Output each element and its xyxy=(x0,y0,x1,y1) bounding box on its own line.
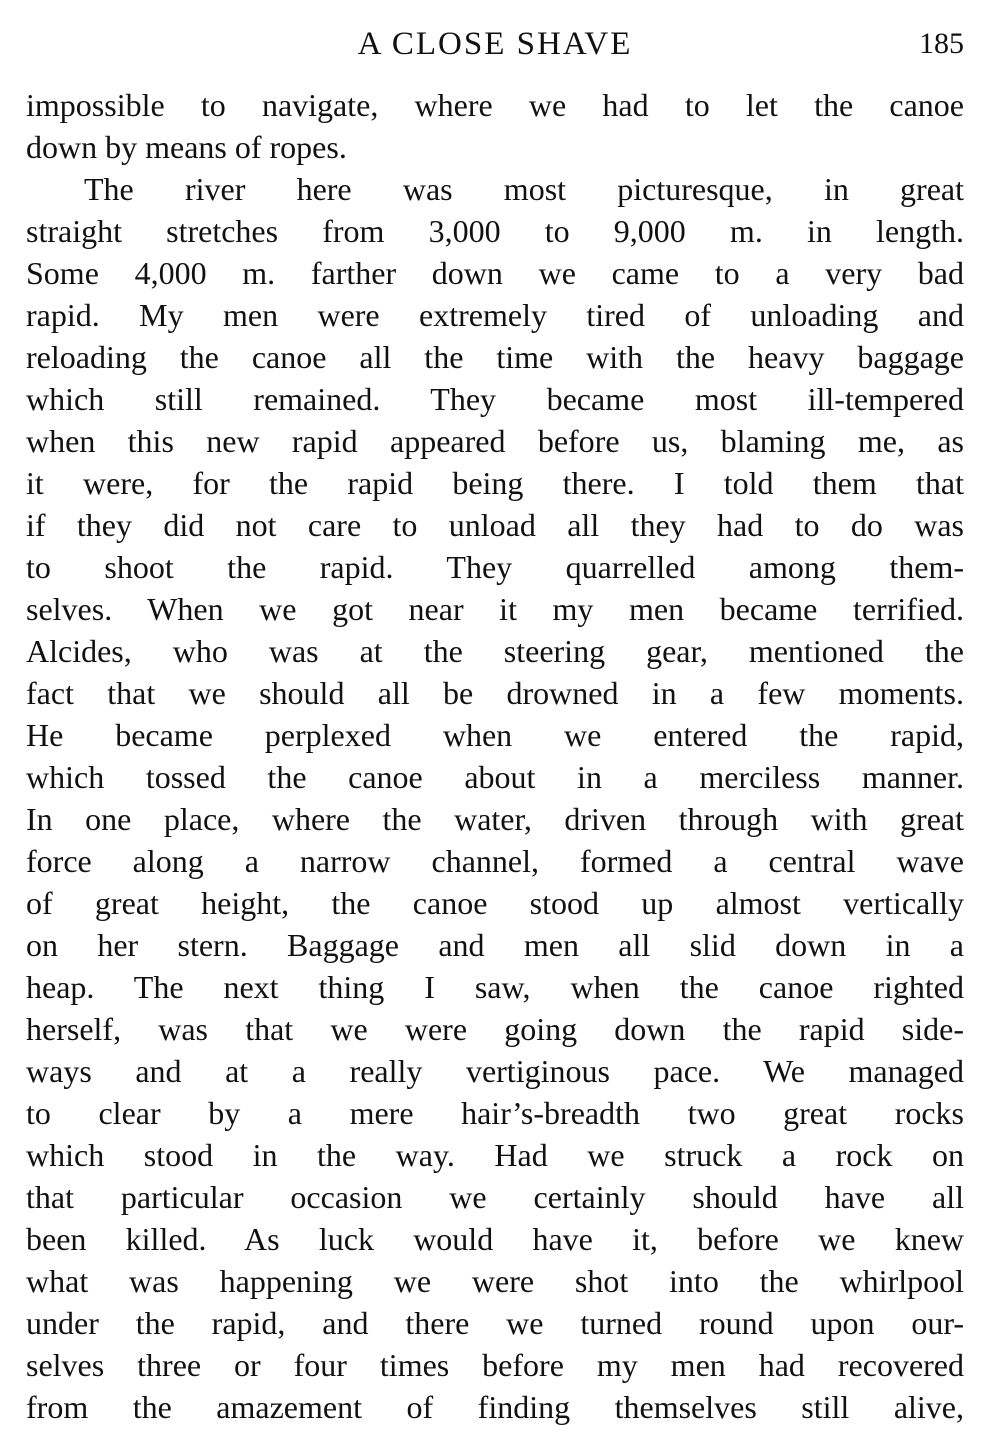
text-line: heap. The next thing I saw, when the canoe righted xyxy=(26,969,964,1005)
text-line: from the amazement of finding themselves still alive, xyxy=(26,1389,964,1425)
text-line: to clear by a mere hair’s-breadth two great rocks xyxy=(26,1095,964,1131)
text-line: rapid. My men were extremely tired of unloading and xyxy=(26,297,964,333)
text-line: Some 4,000 m. farther down we came to a very bad xyxy=(26,255,964,291)
text-line: which stood in the way. Had we struck a rock on xyxy=(26,1137,964,1173)
text-line: He became perplexed when we entered the rapid, xyxy=(26,717,964,753)
text-line: selves. When we got near it my men became terrified. xyxy=(26,591,964,627)
text-line: been killed. As luck would have it, before we knew xyxy=(26,1221,964,1257)
text-line: when this new rapid appeared before us, blaming me, as xyxy=(26,423,964,459)
text-line: on her stern. Baggage and men all slid down in a xyxy=(26,927,964,963)
text-line: to shoot the rapid. They quarrelled among them- xyxy=(26,549,964,585)
text-line: what was happening we were shot into the whirlpool xyxy=(26,1263,964,1299)
chapter-title: A CLOSE SHAVE xyxy=(357,26,633,62)
text-line: The river here was most picturesque, in great xyxy=(84,171,964,207)
page-number: 185 xyxy=(919,27,964,60)
text-line: of great height, the canoe stood up almost vertically xyxy=(26,885,964,921)
text-line: down by means of ropes. xyxy=(26,129,347,165)
text-line: herself, was that we were going down the rapid side- xyxy=(26,1011,964,1047)
text-line: that particular occasion we certainly should have all xyxy=(26,1179,964,1215)
text-line: it were, for the rapid being there. I told them that xyxy=(26,465,964,501)
text-line: under the rapid, and there we turned round upon our- xyxy=(26,1305,964,1341)
text-line: straight stretches from 3,000 to 9,000 m. in length. xyxy=(26,213,964,249)
text-line: Alcides, who was at the steering gear, mentioned the xyxy=(26,633,964,669)
text-line: if they did not care to unload all they had to do was xyxy=(26,507,964,543)
text-line: reloading the canoe all the time with the heavy baggage xyxy=(26,339,964,375)
running-head xyxy=(26,22,964,66)
text-line: force along a narrow channel, formed a central wave xyxy=(26,843,964,879)
text-line: selves three or four times before my men had recovered xyxy=(26,1347,964,1383)
text-line: In one place, where the water, driven through with great xyxy=(26,801,964,837)
body-text xyxy=(26,84,964,1428)
text-line: which tossed the canoe about in a merciless manner. xyxy=(26,759,964,795)
text-line: fact that we should all be drowned in a few moments. xyxy=(26,675,964,711)
text-line: impossible to navigate, where we had to let the canoe xyxy=(26,87,964,123)
text-line: which still remained. They became most ill-tempered xyxy=(26,381,964,417)
text-line: ways and at a really vertiginous pace. We managed xyxy=(26,1053,964,1089)
